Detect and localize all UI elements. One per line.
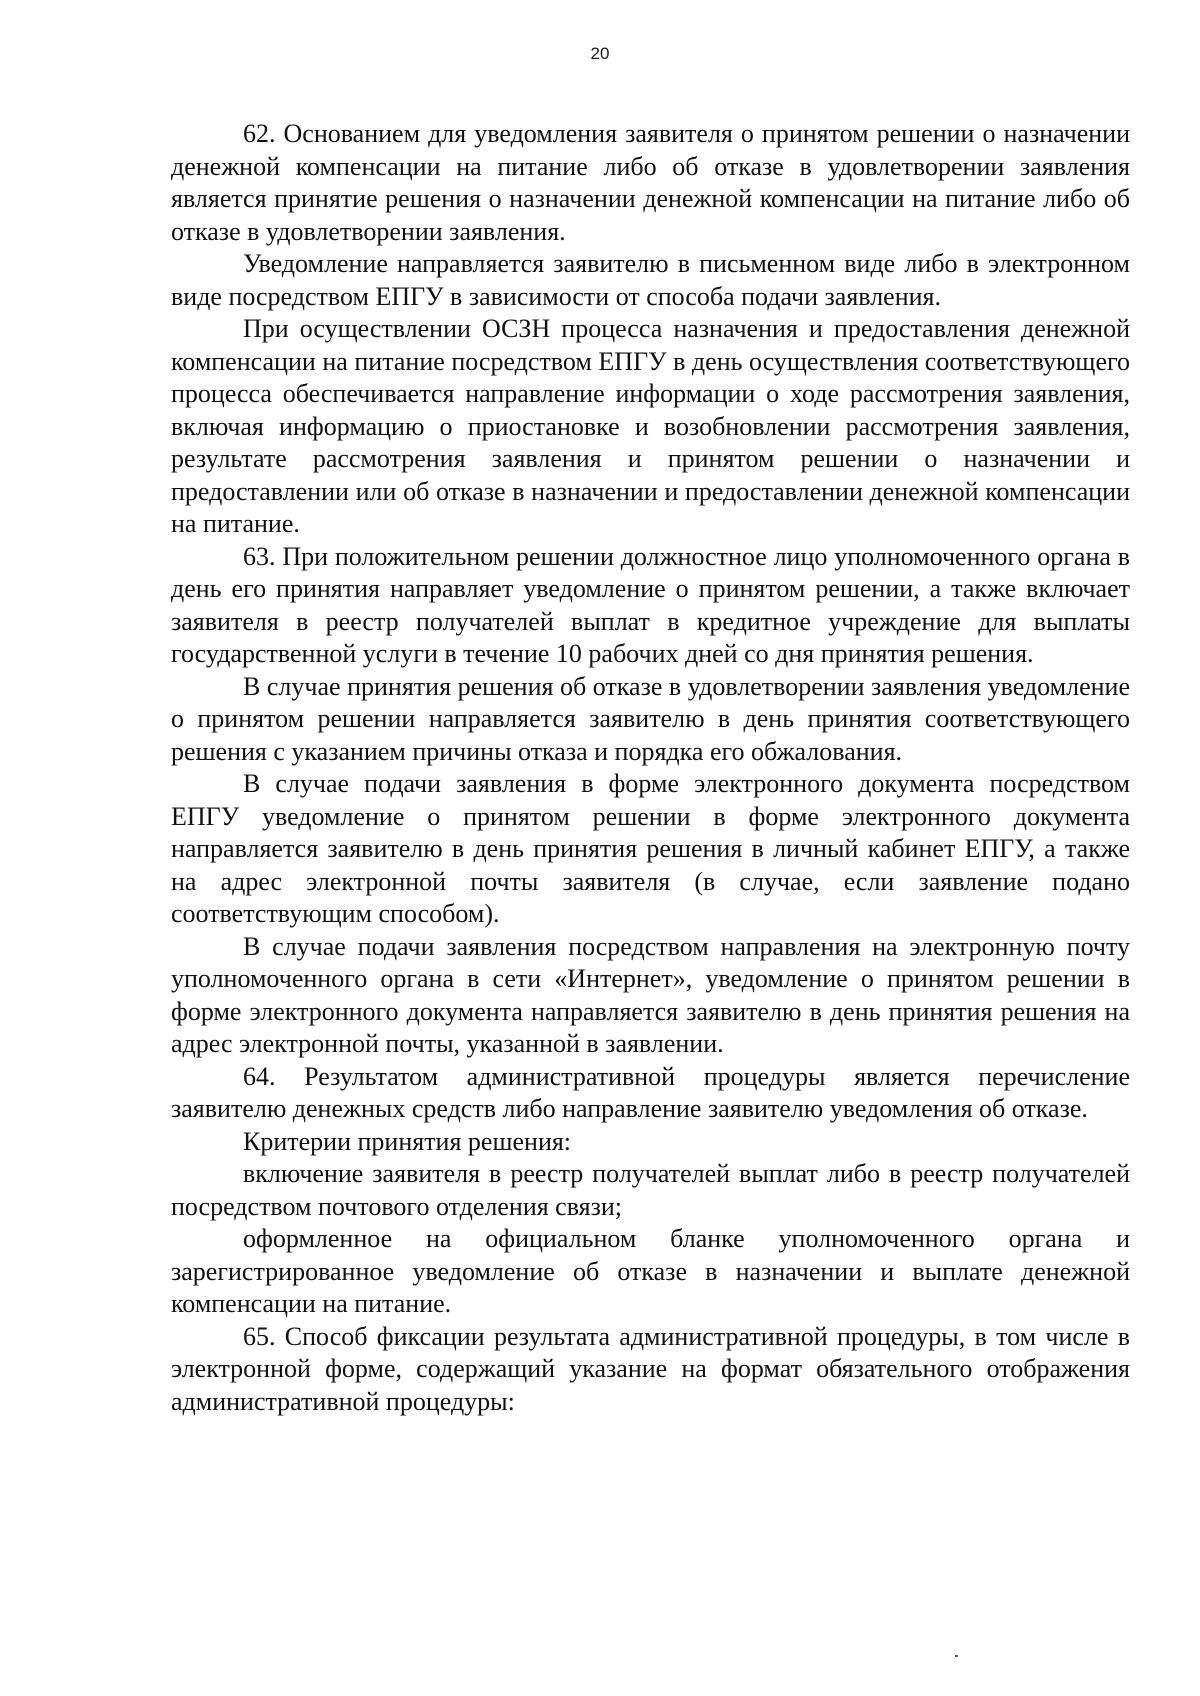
scan-artifact-dot [955,1655,958,1657]
paragraph-refusal-notice: В случае принятия решения об отказе в удовлетворении заявления уведомление о принятом решении направляется заявителю в день принятия соответствующего решения с указанием причины отказа и порядка его обжалования. [171,671,1130,766]
paragraph-criterion-refusal: оформленное на официальном бланке уполномоченного органа и зарегистрированное уведомление об отказе в назначении и выплате денежной компенсации на питание. [171,1224,1130,1318]
paragraph-electronic-document: В случае подачи заявления в форме электронного документа посредством ЕПГУ уведомление о принятом решении в форме электронного документа направляется заявителю в день принятия решения в личный кабинет ЕПГУ, а также на адрес электронной почты заявителя (в случае, если заявление подано соответствующим способом). [171,769,1130,928]
paragraph-epgu-process: При осуществлении ОСЗН процесса назначения и предоставления денежной компенсации на питание посредством ЕПГУ в день осуществления соответствующего процесса обеспечивается направление информации о ходе рассмотрения заявления, включая информацию о приостановке и возобновлении рассмотрения заявления, результате рассмотрения заявления и принятом решении о назначении и предоставлении или об отказе в назначении и предоставлении денежной компенсации на питание. [171,314,1130,538]
paragraph-email-application: В случае подачи заявления посредством направления на электронную почту уполномоченного органа в сети «Интернет», уведомление о принятом решении в форме электронного документа направляется заявителю в день принятия решения на адрес электронной почты, указанной в заявлении. [171,931,1130,1058]
paragraph-64: 64. Результатом административной процедуры является перечисление заявителю денежных средств либо направление заявителю уведомления об отказе. [171,1061,1130,1123]
paragraph-63: 63. При положительном решении должностное лицо уполномоченного органа в день его принятия направляет уведомление о принятом решении, а также включает заявителя в реестр получателей выплат в кредитное учреждение для выплаты государственной услуги в течение 10 рабочих дней со дня принятия решения. [171,541,1130,668]
paragraph-criterion-registry: включение заявителя в реестр получателей выплат либо в реестр получателей посредством почтового отделения связи; [171,1159,1130,1221]
page-number: 20 [590,44,610,63]
paragraph-decision-criteria: Критерии принятия решения: [243,1126,572,1156]
paragraph-65: 65. Способ фиксации результата административной процедуры, в том числе в электронной форме, содержащий указание на формат обязательного отображения административной процедуры: [171,1321,1130,1416]
paragraph-notification-method: Уведомление направляется заявителю в письменном виде либо в электронном виде посредством ЕПГУ в зависимости от способа подачи заявления. [171,249,1130,311]
document-body [171,118,1130,1418]
paragraph-62: 62. Основанием для уведомления заявителя о принятом решении о назначении денежной компенсации на питание либо об отказе в удовлетворении заявления является принятие решения о назначении денежной компенсации на питание либо об отказе в удовлетворении заявления. [171,119,1130,246]
